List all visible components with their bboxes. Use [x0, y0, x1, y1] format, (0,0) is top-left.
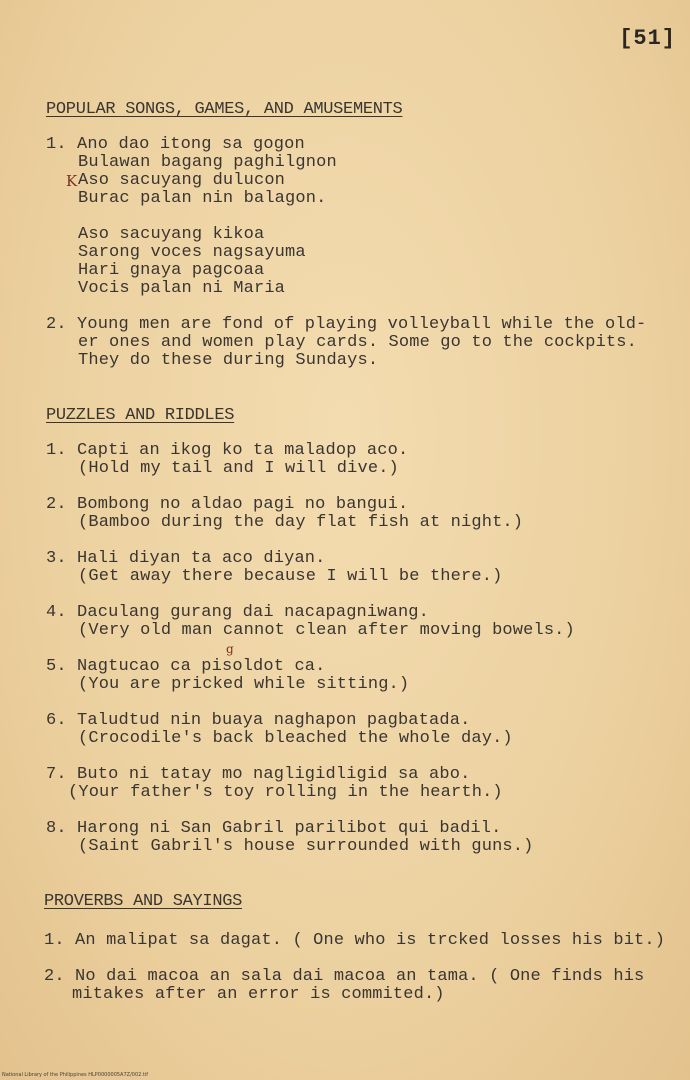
proverb-line: 1. An malipat sa dagat. ( One who is trcked losses his bit.)	[44, 931, 666, 950]
proverbs-heading: PROVERBS AND SAYINGS	[44, 892, 243, 911]
riddle-text: 3. Hali diyan ta aco diyan.	[46, 549, 326, 568]
riddle-translation: (Bamboo during the day flat fish at night.)	[78, 513, 524, 532]
riddle-text: 4. Daculang gurang dai nacapagniwang.	[46, 603, 430, 622]
song-line: 1. Ano dao itong sa gogon	[46, 135, 305, 154]
margin-correction-mark: K	[66, 172, 78, 190]
riddles-heading: PUZZLES AND RIDDLES	[46, 406, 235, 425]
riddle-translation: (You are pricked while sitting.)	[78, 675, 410, 694]
archive-footer: National Library of the Philippines HLP0000005A7Z/002.tif	[2, 1072, 149, 1078]
song-line: Burac palan nin balagon.	[78, 189, 327, 208]
song-line: Aso sacuyang kikoa	[78, 225, 265, 244]
song-line: Hari gnaya pagcoaa	[78, 261, 265, 280]
song-line: Vocis palan ni Maria	[78, 279, 286, 298]
page-number: [51]	[619, 26, 676, 51]
riddle-translation: (Hold my tail and I will dive.)	[78, 459, 399, 478]
riddle-text: 1. Capti an ikog ko ta maladop aco.	[46, 441, 409, 460]
riddle-text: 2. Bombong no aldao pagi no bangui.	[46, 495, 409, 514]
paragraph-line: They do these during Sundays.	[78, 351, 379, 370]
riddle-translation: (Crocodile's back bleached the whole day.)	[78, 729, 513, 748]
insertion-correction-mark: g	[226, 642, 234, 656]
riddle-text: 7. Buto ni tatay mo nagligidligid sa abo.	[46, 765, 471, 784]
songs-heading: POPULAR SONGS, GAMES, AND AMUSEMENTS	[46, 100, 403, 119]
riddle-translation: (Get away there because I will be there.)	[78, 567, 503, 586]
paragraph-line: 2. Young men are fond of playing volleyball while the old-	[46, 315, 647, 334]
paragraph-line: er ones and women play cards. Some go to the cockpits.	[78, 333, 637, 352]
song-line: Sarong voces nagsayuma	[78, 243, 306, 262]
riddle-translation: (Saint Gabril's house surrounded with guns.)	[78, 837, 534, 856]
riddle-translation: (Your father's toy rolling in the hearth.)	[68, 783, 503, 802]
song-line: Aso sacuyang dulucon	[78, 171, 286, 190]
song-line: Bulawan bagang paghilgnon	[78, 153, 337, 172]
riddle-text: 8. Harong ni San Gabril parilibot qui badil.	[46, 819, 502, 838]
riddle-text: 6. Taludtud nin buaya naghapon pagbatada.	[46, 711, 471, 730]
riddle-text: 5. Nagtucao ca pisoldot ca.	[46, 657, 326, 676]
proverb-line: mitakes after an error is commited.)	[72, 985, 445, 1004]
riddle-translation: (Very old man cannot clean after moving bowels.)	[78, 621, 575, 640]
proverb-line: 2. No dai macoa an sala dai macoa an tama. ( One finds his	[44, 967, 645, 986]
